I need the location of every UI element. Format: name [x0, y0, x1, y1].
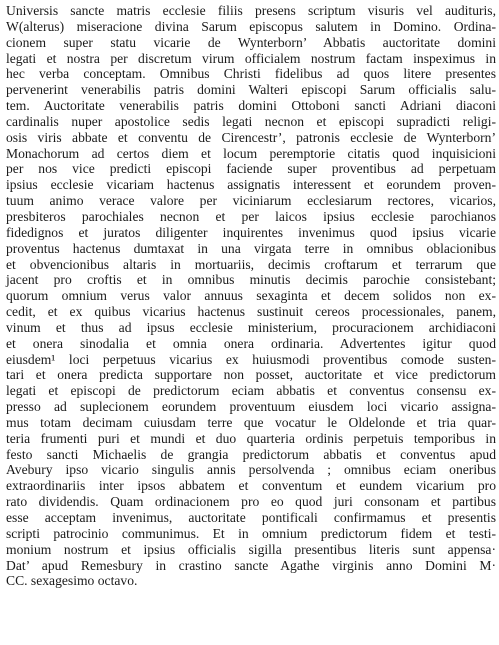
text-line: legati et nostra per discretum virum officialem nostrum factam inspeximus in [6, 50, 496, 66]
text-line: et obvencionibus altaris in mortuariis, decimis croftarum et terrarum que [6, 256, 496, 272]
text-line: hec verba conceptam. Omnibus Christi fidelibus ad quos litere presentes [6, 66, 496, 82]
text-line: presso ad suplecionem eorundem proventuum eiusdem loci vicario assigna- [6, 399, 496, 415]
text-line: W(alterus) miseracione divina Sarum episcopus salutem in Domino. Ordina- [6, 18, 496, 34]
text-line: ipsius ecclesie vicariam hactenus assignatis interessent et eorundem proven- [6, 177, 496, 193]
text-line: vinum et thus ad ipsus ecclesie ministerium, procuracionem archidiaconi [6, 319, 496, 335]
text-line: tari et onera predicta supportare non posset, auctoritate et vice predictorum [6, 367, 496, 383]
text-line: Universis sancte matris ecclesie filiis presens scriptum visuris vel audituris, [6, 3, 496, 18]
text-line: eiusdem¹ loci perpetuus vicarius ex huiusmodi proventibus comode susten- [6, 351, 496, 367]
text-line: pervenerint venerabilis patris domini Walteri episcopi Sarum officialis salu- [6, 82, 496, 98]
text-line-last: CC. sexagesimo octavo. [6, 573, 138, 589]
charter-text [6, 3, 496, 589]
text-line: et onera sinodalia et omnia onera ordinaria. Advertentes igitur quod [6, 335, 496, 351]
text-line: Monachorum ad certos diem et locum peremptorie citatis quod inquisicioni [6, 145, 496, 161]
text-line: osis viris abbate et conventu de Cirencestr’, patronis ecclesie de Wynterborn’ [6, 129, 496, 145]
text-line: cedit, et ex quibus vicarius hactenus sustinuit cereos processionales, panem, [6, 304, 496, 320]
text-line: legati et episcopi de predictorum eciam abbatis et conventus consensu ex- [6, 383, 496, 399]
text-line: jacent pro croftis et in omnibus minutis decimis parochie consistebant; [6, 272, 496, 288]
text-line: teria frumenti puri et mundi et duo quarteria ordinis perpetuis temporibus in [6, 430, 496, 446]
text-line: cardinalis nuper apostolice sedis legati necnon et episcopi supradicti religi- [6, 113, 496, 129]
text-line: Avebury ipso vicario singulis annis persolvenda ; omnibus eciam oneribus [6, 462, 496, 478]
text-line: extraordinariis inter ipsos abbatem et conventum et eundem vicarium pro [6, 478, 496, 494]
text-line: mus totam decimam cuiusdam terre que vocatur le Oldelonde et tria quar- [6, 414, 496, 430]
text-line: cionem super statu vicarie de Wynterborn’ Abbatis auctoritate domini [6, 34, 496, 50]
text-line: presbiteros parochiales necnon et per laicos ipsius ecclesie parochianos [6, 208, 496, 224]
text-line: tem. Auctoritate venerabilis patris domini Ottoboni sancti Adriani diaconi [6, 98, 496, 114]
text-line: festo sancti Michaelis de grangia predictorum abbatis et conventus apud [6, 446, 496, 462]
text-line: quorum omnium verus valor annuus sexaginta et decem solidos non ex- [6, 288, 496, 304]
text-line: fidedignos et juratos diligenter inquirentes invenimus quod ipsius vicarie [6, 224, 496, 240]
text-line: rato dividendis. Quam ordinacionem pro eo quod juri consonam et partibus [6, 494, 496, 510]
text-line: scripti patrocinio communimus. Et in omnium predictorum fidem et testi- [6, 525, 496, 541]
text-line: Dat’ apud Remesbury in crastino sancte Agathe virginis anno Domini M· [6, 557, 496, 573]
text-line: esse acceptam invenimus, auctoritate pontificali confirmamus et presentis [6, 510, 496, 525]
text-line: per nos vice predicti episcopi faciende super proventibus ad perpetuam [6, 161, 496, 177]
text-line: tuum animo verace valore per viciniarum ecclesiarum rectores, vicarios, [6, 193, 496, 209]
text-line: monium nostrum et ipsius officialis sigilla presentibus literis sunt appensa· [6, 541, 496, 557]
text-line: proventus hactenus dumtaxat in una virgata terre in omnibus oblacionibus [6, 240, 496, 256]
